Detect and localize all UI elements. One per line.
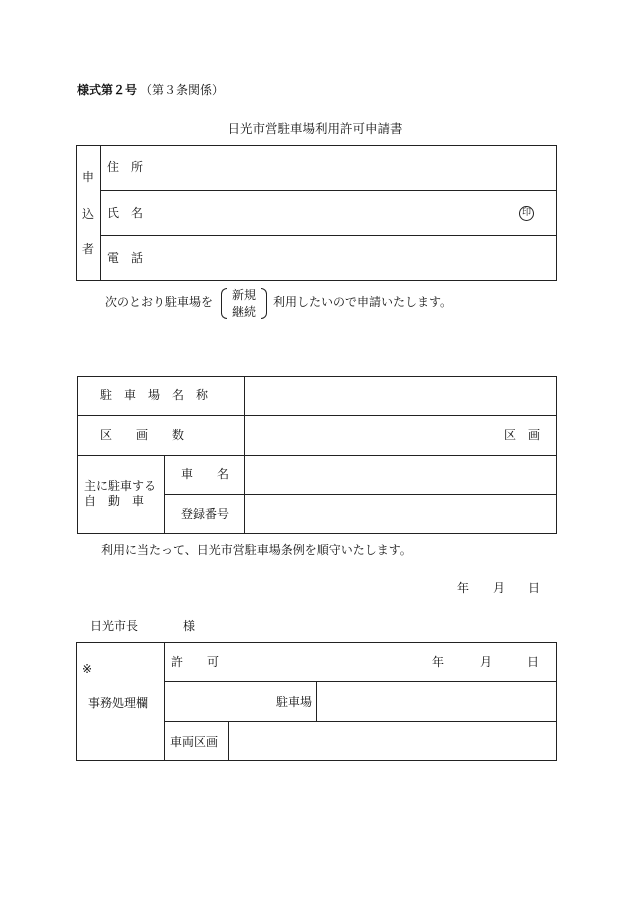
- sections-label: 区 画 数: [100, 428, 185, 442]
- applicant-side-char-3: 者: [82, 242, 95, 256]
- document-title: 日光市営駐車場利用許可申請書: [227, 121, 403, 136]
- office-left-divider: [164, 642, 165, 761]
- applicant-table: [76, 145, 557, 281]
- compliance-statement: 利用に当たって、日光市営駐車場条例を順守いたします。: [101, 543, 412, 557]
- applicant-side-char-2: 込: [82, 207, 95, 221]
- form-relation: （第３条関係）: [140, 83, 225, 97]
- office-mark: ※: [82, 662, 93, 676]
- statement-suffix: 利用したいので申請いたします。: [273, 295, 453, 309]
- vehicle-section-label: 車両区画: [170, 735, 219, 749]
- sections-unit: 区 画: [504, 428, 541, 442]
- addressee-honorific: 様: [183, 619, 196, 633]
- office-use-label: 事務処理欄: [88, 696, 149, 710]
- vehicle-group-line2: 自 動 車: [84, 494, 145, 508]
- usage-row-line-2: [77, 455, 557, 456]
- address-label: 住 所: [107, 160, 144, 174]
- applicant-row-line-2: [100, 235, 557, 236]
- statement-prefix: 次のとおり駐車場を: [105, 295, 214, 309]
- permit-day: 日: [527, 655, 540, 669]
- applicant-row-line-1: [100, 190, 557, 191]
- usage-row-line-1: [77, 415, 557, 416]
- option-continue: 継続: [232, 305, 257, 319]
- left-bracket: [221, 288, 227, 319]
- applicant-divider: [100, 145, 101, 281]
- usage-vehicle-divider: [164, 455, 165, 534]
- right-bracket: [261, 288, 267, 319]
- office-parking-divider: [316, 681, 317, 721]
- office-parking-label: 駐車場: [276, 695, 313, 709]
- seal-mark: 印: [519, 206, 534, 221]
- office-row-line-1: [164, 681, 557, 682]
- permit-year: 年: [432, 655, 445, 669]
- permit-month: 月: [480, 655, 493, 669]
- addressee-name: 日光市長: [90, 619, 139, 633]
- name-label: 氏 名: [107, 206, 144, 220]
- car-name-label: 車 名: [181, 467, 230, 481]
- date-day: 日: [528, 581, 541, 595]
- phone-label: 電 話: [107, 251, 144, 265]
- applicant-side-char-1: 申: [82, 170, 95, 184]
- date-month: 月: [493, 581, 506, 595]
- parking-name-label: 駐 車 場 名 称: [100, 388, 209, 402]
- option-new: 新規: [232, 288, 257, 302]
- usage-row-line-3: [164, 494, 557, 495]
- office-vehicle-divider: [228, 721, 229, 761]
- registration-label: 登録番号: [181, 507, 230, 521]
- vehicle-group-line1: 主に駐車する: [84, 479, 157, 493]
- form-number: 様式第２号: [77, 83, 138, 97]
- usage-value-divider: [244, 376, 245, 534]
- office-row-line-2: [164, 721, 557, 722]
- date-year: 年: [457, 581, 470, 595]
- permit-label: 許 可: [171, 655, 220, 669]
